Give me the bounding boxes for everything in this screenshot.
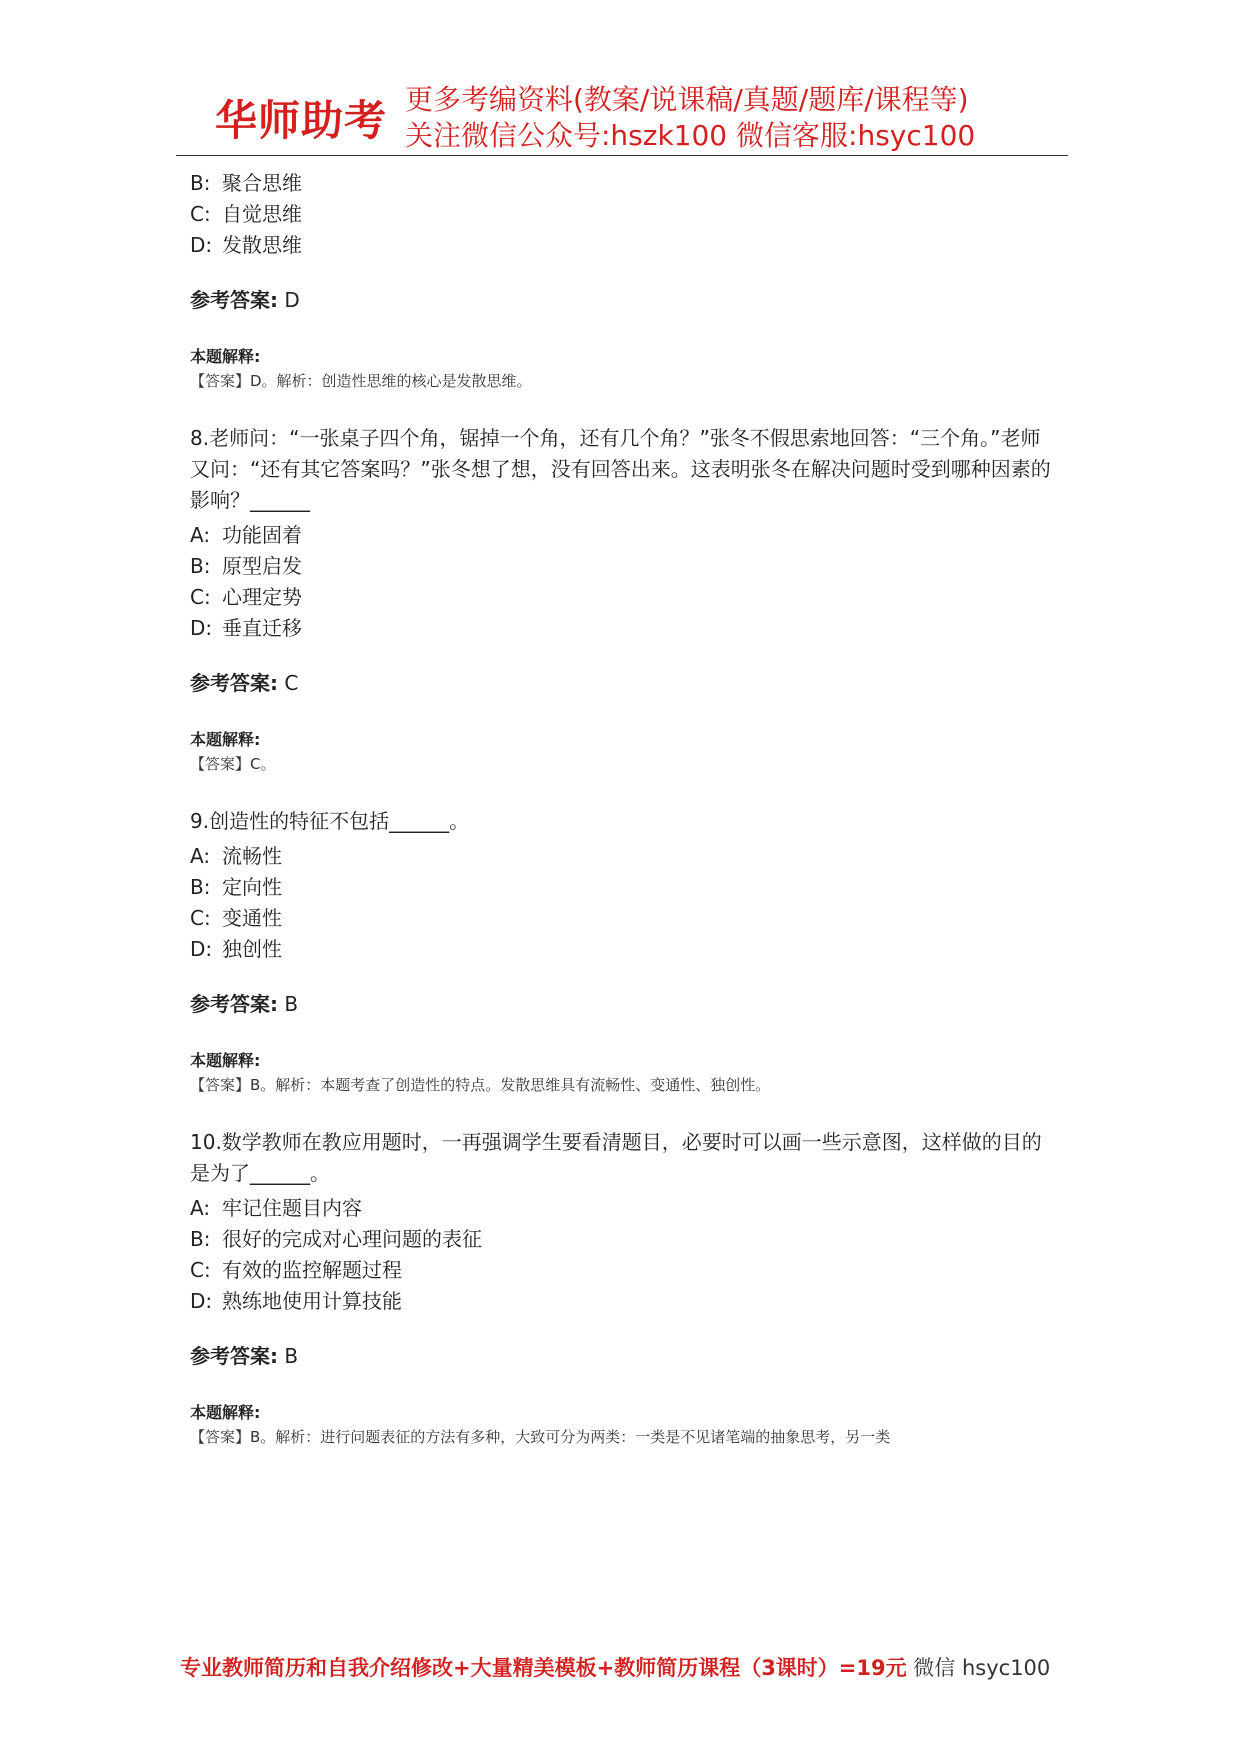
option-a: A: 功能固着 [190,523,302,547]
option-d: D: 熟练地使用计算技能 [190,1289,402,1313]
header-tagline: 更多考编资料(教案/说课稿/真题/题库/课程等) [405,83,969,116]
option-a: A: 牢记住题目内容 [190,1196,362,1220]
option-b: B: 聚合思维 [190,171,302,195]
option-b: B: 很好的完成对心理问题的表征 [190,1227,482,1251]
option-c: C: 变通性 [190,906,282,930]
explanation-title: 本题解释: [190,1403,261,1422]
option-c: C: 心理定势 [190,585,302,609]
question-10-block [190,1127,1060,1449]
reference-answer: 参考答案: D [190,288,300,312]
question-text: 8.老师问：“一张桌子四个角，锯掉一个角，还有几个角？”张冬不假思索地回答：“三个角。”老师又问：“还有其它答案吗？”张冬想了想，没有回答出来。这表明张冬在解决问题时受到哪种因素的影响？______ [190,426,1051,512]
question-text: 10.数学教师在教应用题时，一再强调学生要看清题目，必要时可以画一些示意图，这样做的目的是为了______。 [190,1130,1042,1185]
document-body [190,168,1060,1449]
option-d: D: 垂直迁移 [190,616,302,640]
option-b: B: 定向性 [190,875,282,899]
explanation-text: 【答案】C。 [190,755,276,773]
reference-answer: 参考答案: B [190,1344,299,1368]
option-c: C: 自觉思维 [190,202,302,226]
option-d: D: 发散思维 [190,233,302,257]
option-b: B: 原型启发 [190,554,302,578]
explanation-title: 本题解释: [190,1051,261,1070]
header-contact: 关注微信公众号:hszk100 微信客服:hsyc100 [405,119,976,152]
reference-answer: 参考答案: C [190,671,299,695]
footer-contact: 微信 hsyc100 [906,1656,1051,1680]
brand-logo: 华师助考 [215,96,388,145]
explanation-text: 【答案】B。解析：本题考查了创造性的特点。发散思维具有流畅性、变通性、独创性。 [190,1076,771,1094]
question-9-block [190,806,1060,1097]
question-text: 9.创造性的特征不包括______。 [190,809,470,833]
question-7-block [190,168,1060,393]
footer-promo [180,1652,1060,1682]
reference-answer: 参考答案: B [190,992,299,1016]
option-d: D: 独创性 [190,937,282,961]
explanation-text: 【答案】B。解析：进行问题表征的方法有多种，大致可分为两类：一类是不见诸笔端的抽象思考，另一类 [190,1428,891,1446]
header-divider [176,155,1068,156]
explanation-title: 本题解释: [190,730,261,749]
promo-text: 专业教师简历和自我介绍修改+大量精美模板+教师简历课程（3课时）=19元 [180,1656,907,1680]
option-a: A: 流畅性 [190,844,282,868]
explanation-title: 本题解释: [190,347,261,366]
explanation-text: 【答案】D。解析：创造性思维的核心是发散思维。 [190,372,532,390]
question-8-block [190,423,1060,776]
header-banner [215,78,1035,150]
option-c: C: 有效的监控解题过程 [190,1258,402,1282]
